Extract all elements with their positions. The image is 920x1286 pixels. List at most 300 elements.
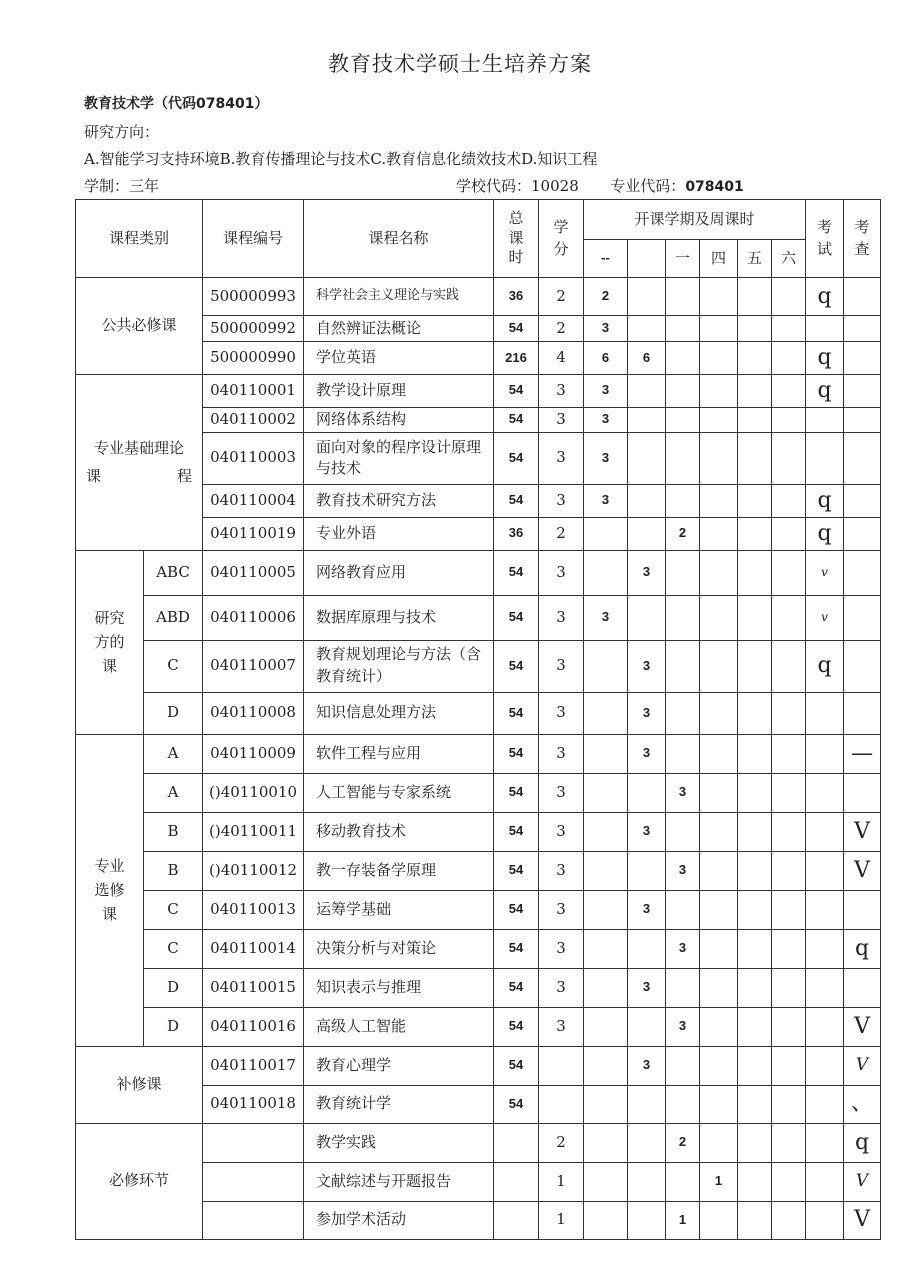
semester-hours-cell	[584, 734, 628, 773]
semester-hours-cell	[584, 692, 628, 734]
credits-cell: 3	[539, 484, 584, 517]
credits-cell: 3	[539, 851, 584, 890]
semester-hours-cell	[772, 1007, 806, 1046]
semester-hours-cell	[628, 595, 666, 640]
semester-hours-cell	[772, 374, 806, 407]
header-sem-3: 一	[666, 240, 700, 278]
course-name-cell: 自然辨证法概论	[304, 316, 494, 342]
semester-hours-cell	[738, 851, 772, 890]
course-code-cell: 040110016	[203, 1007, 304, 1046]
course-code-cell: 040110018	[203, 1085, 304, 1123]
semester-hours-cell	[700, 407, 738, 432]
exam-mark-cell	[806, 407, 844, 432]
course-code-cell: 040110004	[203, 484, 304, 517]
check-mark-cell: V	[844, 1046, 881, 1085]
category-label-part: 程	[177, 467, 193, 486]
semester-hours-cell: 3	[628, 550, 666, 595]
semester-hours-cell	[628, 316, 666, 342]
course-code-cell: 040110009	[203, 734, 304, 773]
semester-hours-cell	[738, 812, 772, 851]
semester-hours-cell: 2	[666, 517, 700, 550]
semester-hours-cell: 3	[628, 890, 666, 929]
school-code-label: 学校代码：	[456, 177, 532, 195]
credits-cell: 3	[539, 595, 584, 640]
credits-cell: 3	[539, 968, 584, 1007]
semester-hours-cell	[584, 1085, 628, 1123]
hours-cell: 54	[494, 316, 539, 342]
semester-hours-cell	[700, 773, 738, 812]
course-code-cell: 040110014	[203, 929, 304, 968]
category-cell	[76, 374, 203, 550]
semester-hours-cell	[628, 374, 666, 407]
header-sem-2	[628, 240, 666, 278]
semester-hours-cell	[738, 640, 772, 692]
check-mark-cell: V	[844, 1162, 881, 1201]
semester-hours-cell	[700, 432, 738, 484]
hours-cell: 54	[494, 484, 539, 517]
semester-hours-cell	[738, 692, 772, 734]
semester-hours-cell	[628, 851, 666, 890]
table-row	[76, 773, 881, 812]
course-name-cell: 人工智能与专家系统	[304, 773, 494, 812]
semester-hours-cell	[700, 890, 738, 929]
category-cell: 必修环节	[76, 1123, 203, 1239]
course-code-cell	[203, 1162, 304, 1201]
semester-hours-cell	[772, 316, 806, 342]
semester-hours-cell: 6	[628, 342, 666, 375]
table-row	[76, 1123, 881, 1162]
course-name-cell: 参加学术活动	[304, 1201, 494, 1239]
hours-cell: 36	[494, 278, 539, 316]
course-code-cell: 040110013	[203, 890, 304, 929]
research-direction-cell: D	[144, 692, 203, 734]
semester-hours-cell	[738, 1201, 772, 1239]
hours-cell: 54	[494, 550, 539, 595]
credits-cell: 1	[539, 1162, 584, 1201]
semester-hours-cell: 2	[666, 1123, 700, 1162]
course-name-cell: 教学设计原理	[304, 374, 494, 407]
semester-hours-cell	[700, 1123, 738, 1162]
course-code-cell: ()40110011	[203, 812, 304, 851]
hours-cell: 54	[494, 812, 539, 851]
semester-hours-cell	[772, 550, 806, 595]
exam-mark-cell	[806, 1046, 844, 1085]
semester-hours-cell	[584, 1162, 628, 1201]
credits-cell: 3	[539, 407, 584, 432]
semester-hours-cell	[584, 1046, 628, 1085]
table-row	[76, 550, 881, 595]
course-code-cell: 500000990	[203, 342, 304, 375]
category-label-part: 课	[86, 467, 102, 486]
course-name-cell: 面向对象的程序设计原理与技术	[304, 432, 494, 484]
header-sem-4: 四	[700, 240, 738, 278]
semester-hours-cell	[666, 432, 700, 484]
semester-hours-cell	[700, 278, 738, 316]
exam-mark-cell	[806, 1123, 844, 1162]
semester-hours-cell	[772, 595, 806, 640]
check-mark-cell	[844, 968, 881, 1007]
hours-cell	[494, 1123, 539, 1162]
semester-hours-cell	[738, 374, 772, 407]
semester-hours-cell	[738, 1162, 772, 1201]
table-row	[76, 1046, 881, 1085]
category-cell: 补修课	[76, 1046, 203, 1123]
semester-hours-cell	[700, 692, 738, 734]
category-cell: 公共必修课	[76, 278, 203, 375]
semester-hours-cell	[738, 432, 772, 484]
semester-hours-cell	[666, 692, 700, 734]
exam-mark-cell	[806, 1007, 844, 1046]
semester-hours-cell	[666, 278, 700, 316]
hours-cell	[494, 1162, 539, 1201]
check-mark-cell	[844, 484, 881, 517]
semester-hours-cell	[700, 812, 738, 851]
code-info	[456, 175, 744, 196]
semester-hours-cell	[628, 517, 666, 550]
semester-hours-cell	[584, 550, 628, 595]
semester-hours-cell: 3	[666, 773, 700, 812]
table-row	[76, 278, 881, 316]
credits-cell: 2	[539, 517, 584, 550]
semester-hours-cell	[700, 374, 738, 407]
semester-hours-cell	[628, 484, 666, 517]
exam-mark-cell	[806, 851, 844, 890]
semester-hours-cell	[666, 407, 700, 432]
check-mark-cell	[844, 595, 881, 640]
exam-mark-cell: q	[806, 342, 844, 375]
table-row	[76, 812, 881, 851]
semester-hours-cell	[738, 1123, 772, 1162]
exam-mark-cell	[806, 316, 844, 342]
category-label-cont	[82, 462, 196, 491]
semester-hours-cell	[584, 640, 628, 692]
semester-hours-cell	[666, 484, 700, 517]
course-code-cell: 040110001	[203, 374, 304, 407]
course-code-cell: 040110015	[203, 968, 304, 1007]
hours-cell: 54	[494, 1046, 539, 1085]
header-hours: 总课时	[494, 200, 539, 278]
hours-cell: 54	[494, 851, 539, 890]
course-name-cell: 教育技术研究方法	[304, 484, 494, 517]
duration-text: 学制：三年	[84, 177, 160, 195]
page-title: 教育技术学硕士生培养方案	[328, 52, 592, 76]
semester-hours-cell	[772, 851, 806, 890]
semester-hours-cell	[700, 851, 738, 890]
semester-hours-cell	[738, 316, 772, 342]
course-code-cell: 040110007	[203, 640, 304, 692]
semester-hours-cell	[584, 929, 628, 968]
semester-hours-cell	[738, 550, 772, 595]
research-direction-cell: B	[144, 812, 203, 851]
credits-cell: 2	[539, 1123, 584, 1162]
course-code-cell: 040110005	[203, 550, 304, 595]
exam-mark-cell: v	[806, 595, 844, 640]
course-code-cell: ()40110010	[203, 773, 304, 812]
exam-mark-cell: q	[806, 640, 844, 692]
course-name-cell: 教学实践	[304, 1123, 494, 1162]
semester-hours-cell: 3	[584, 432, 628, 484]
course-code-cell	[203, 1201, 304, 1239]
semester-hours-cell	[700, 484, 738, 517]
semester-hours-cell: 6	[584, 342, 628, 375]
semester-hours-cell	[738, 407, 772, 432]
semester-hours-cell	[700, 1046, 738, 1085]
research-direction-cell: C	[144, 890, 203, 929]
semester-hours-cell	[584, 517, 628, 550]
semester-hours-cell	[772, 432, 806, 484]
semester-hours-cell	[666, 595, 700, 640]
course-name-cell: 知识信息处理方法	[304, 692, 494, 734]
semester-hours-cell	[772, 407, 806, 432]
course-code-cell: 040110002	[203, 407, 304, 432]
semester-hours-cell	[700, 550, 738, 595]
semester-hours-cell	[738, 773, 772, 812]
hours-cell: 54	[494, 407, 539, 432]
semester-hours-cell	[628, 1162, 666, 1201]
check-mark-cell	[844, 692, 881, 734]
hours-cell: 54	[494, 692, 539, 734]
header-code: 课程编号	[203, 200, 304, 278]
course-name-cell: 学位英语	[304, 342, 494, 375]
credits-cell: 3	[539, 890, 584, 929]
research-direction-cell: B	[144, 851, 203, 890]
directions-text: A.智能学习支持环境B.教育传播理论与技术C.教育信息化绩效技术D.知识工程	[84, 150, 598, 168]
semester-hours-cell	[666, 890, 700, 929]
exam-mark-cell	[806, 890, 844, 929]
semester-hours-cell: 3	[584, 316, 628, 342]
check-mark-cell	[844, 432, 881, 484]
exam-mark-cell	[806, 1085, 844, 1123]
school-code: 10028	[531, 177, 579, 195]
semester-hours-cell	[666, 550, 700, 595]
check-mark-cell	[844, 890, 881, 929]
semester-hours-cell	[700, 595, 738, 640]
semester-hours-cell	[772, 734, 806, 773]
course-code-cell: 500000992	[203, 316, 304, 342]
semester-hours-cell: 3	[584, 484, 628, 517]
table-row	[76, 968, 881, 1007]
hours-cell: 54	[494, 734, 539, 773]
credits-cell	[539, 1085, 584, 1123]
semester-hours-cell	[584, 851, 628, 890]
research-direction-cell: ABD	[144, 595, 203, 640]
semester-hours-cell	[628, 278, 666, 316]
hours-cell: 54	[494, 773, 539, 812]
credits-cell: 2	[539, 278, 584, 316]
credits-cell: 3	[539, 692, 584, 734]
credits-cell: 3	[539, 734, 584, 773]
semester-hours-cell	[584, 812, 628, 851]
course-name-cell: 运筹学基础	[304, 890, 494, 929]
check-mark-cell	[844, 316, 881, 342]
course-code-cell: 040110003	[203, 432, 304, 484]
credits-cell: 2	[539, 316, 584, 342]
course-name-cell: 知识表示与推理	[304, 968, 494, 1007]
major-code: 078401	[685, 179, 744, 195]
semester-hours-cell	[584, 968, 628, 1007]
table-row	[76, 595, 881, 640]
research-direction-cell: C	[144, 929, 203, 968]
semester-hours-cell	[738, 968, 772, 1007]
course-name-cell: 科学社会主义理论与实践	[304, 278, 494, 316]
semester-hours-cell	[666, 316, 700, 342]
header-category: 课程类别	[76, 200, 203, 278]
semester-hours-cell	[628, 1007, 666, 1046]
hours-cell: 54	[494, 374, 539, 407]
hours-cell: 54	[494, 1007, 539, 1046]
semester-hours-cell	[628, 929, 666, 968]
credits-cell	[539, 1046, 584, 1085]
exam-mark-cell	[806, 773, 844, 812]
exam-mark-cell	[806, 812, 844, 851]
semester-hours-cell: 3	[584, 407, 628, 432]
table-row	[76, 851, 881, 890]
semester-hours-cell	[700, 1085, 738, 1123]
credits-cell: 3	[539, 550, 584, 595]
semester-hours-cell	[772, 640, 806, 692]
course-name-cell: 教育心理学	[304, 1046, 494, 1085]
semester-hours-cell	[628, 1201, 666, 1239]
semester-hours-cell: 3	[628, 734, 666, 773]
semester-hours-cell	[628, 773, 666, 812]
credits-cell: 3	[539, 432, 584, 484]
hours-cell: 216	[494, 342, 539, 375]
semester-hours-cell	[772, 890, 806, 929]
exam-mark-cell	[806, 1162, 844, 1201]
course-name-cell: 网络体系结构	[304, 407, 494, 432]
semester-hours-cell	[628, 407, 666, 432]
exam-mark-cell: q	[806, 517, 844, 550]
semester-hours-cell	[738, 929, 772, 968]
semester-hours-cell	[584, 1201, 628, 1239]
check-mark-cell	[844, 278, 881, 316]
semester-hours-cell	[584, 1007, 628, 1046]
hours-cell: 54	[494, 890, 539, 929]
course-code-cell: 040110008	[203, 692, 304, 734]
credits-cell: 3	[539, 773, 584, 812]
hours-cell: 36	[494, 517, 539, 550]
course-code-cell	[203, 1123, 304, 1162]
hours-cell: 54	[494, 640, 539, 692]
semester-hours-cell	[666, 1162, 700, 1201]
course-name-cell: 网络教育应用	[304, 550, 494, 595]
exam-mark-cell: q	[806, 484, 844, 517]
semester-hours-cell	[700, 968, 738, 1007]
check-mark-cell	[844, 407, 881, 432]
research-direction-cell: A	[144, 773, 203, 812]
research-direction-cell: ABC	[144, 550, 203, 595]
semester-hours-cell	[738, 484, 772, 517]
semester-hours-cell: 1	[700, 1162, 738, 1201]
exam-mark-cell	[806, 929, 844, 968]
semester-hours-cell	[772, 278, 806, 316]
semester-hours-cell: 3	[666, 851, 700, 890]
semester-hours-cell	[628, 1085, 666, 1123]
semester-hours-cell	[772, 1201, 806, 1239]
check-mark-cell	[844, 517, 881, 550]
semester-hours-cell: 3	[628, 812, 666, 851]
course-name-cell: 教一存装备学原理	[304, 851, 494, 890]
semester-hours-cell	[700, 734, 738, 773]
semester-hours-cell	[584, 1123, 628, 1162]
semester-hours-cell	[772, 929, 806, 968]
semester-hours-cell	[666, 342, 700, 375]
hours-cell	[494, 1201, 539, 1239]
semester-hours-cell	[666, 968, 700, 1007]
course-name-cell: 教育统计学	[304, 1085, 494, 1123]
course-name-cell: 移动教育技术	[304, 812, 494, 851]
course-name-cell: 教育规划理论与方法（含教育统计）	[304, 640, 494, 692]
exam-mark-cell	[806, 968, 844, 1007]
semester-hours-cell	[738, 1046, 772, 1085]
semester-hours-cell: 3	[666, 929, 700, 968]
semester-hours-cell	[700, 929, 738, 968]
research-direction-cell: D	[144, 968, 203, 1007]
check-mark-cell	[844, 342, 881, 375]
semester-hours-cell	[772, 1162, 806, 1201]
semester-hours-cell	[700, 342, 738, 375]
curriculum-table	[75, 199, 881, 1240]
semester-hours-cell: 3	[628, 968, 666, 1007]
semester-hours-cell	[700, 640, 738, 692]
course-name-cell: 软件工程与应用	[304, 734, 494, 773]
exam-mark-cell: v	[806, 550, 844, 595]
check-mark-cell	[844, 550, 881, 595]
category-cell: 专业选修课	[76, 734, 144, 1046]
semester-hours-cell: 2	[584, 278, 628, 316]
semester-hours-cell	[772, 484, 806, 517]
check-mark-cell: 、	[844, 1085, 881, 1123]
credits-cell: 4	[539, 342, 584, 375]
course-name-cell: 决策分析与对策论	[304, 929, 494, 968]
semester-hours-cell	[738, 1085, 772, 1123]
hours-cell: 54	[494, 929, 539, 968]
semester-hours-cell	[584, 890, 628, 929]
semester-hours-cell: 3	[666, 1007, 700, 1046]
check-mark-cell: —	[844, 734, 881, 773]
semester-hours-cell	[772, 1046, 806, 1085]
semester-hours-cell	[738, 890, 772, 929]
semester-hours-cell: 3	[628, 640, 666, 692]
exam-mark-cell: q	[806, 278, 844, 316]
research-direction-cell: C	[144, 640, 203, 692]
check-mark-cell: V	[844, 1201, 881, 1239]
header-sem-6: 六	[772, 240, 806, 278]
hours-cell: 54	[494, 1085, 539, 1123]
program-subtitle: 教育技术学（代码078401）	[84, 96, 269, 112]
semester-hours-cell	[666, 734, 700, 773]
category-cell: 研究方的课	[76, 550, 144, 734]
header-name: 课程名称	[304, 200, 494, 278]
table-row	[76, 734, 881, 773]
exam-mark-cell	[806, 734, 844, 773]
semester-hours-cell	[700, 1201, 738, 1239]
header-sem-1: --	[584, 240, 628, 278]
credits-cell: 1	[539, 1201, 584, 1239]
exam-mark-cell: q	[806, 374, 844, 407]
semester-hours-cell	[666, 812, 700, 851]
exam-mark-cell	[806, 432, 844, 484]
semester-hours-cell	[738, 1007, 772, 1046]
semester-hours-cell	[772, 517, 806, 550]
semester-hours-cell	[772, 773, 806, 812]
semester-hours-cell	[772, 342, 806, 375]
semester-hours-cell	[772, 968, 806, 1007]
semester-hours-cell: 3	[628, 1046, 666, 1085]
course-name-cell: 高级人工智能	[304, 1007, 494, 1046]
hours-cell: 54	[494, 968, 539, 1007]
course-code-cell: 040110017	[203, 1046, 304, 1085]
